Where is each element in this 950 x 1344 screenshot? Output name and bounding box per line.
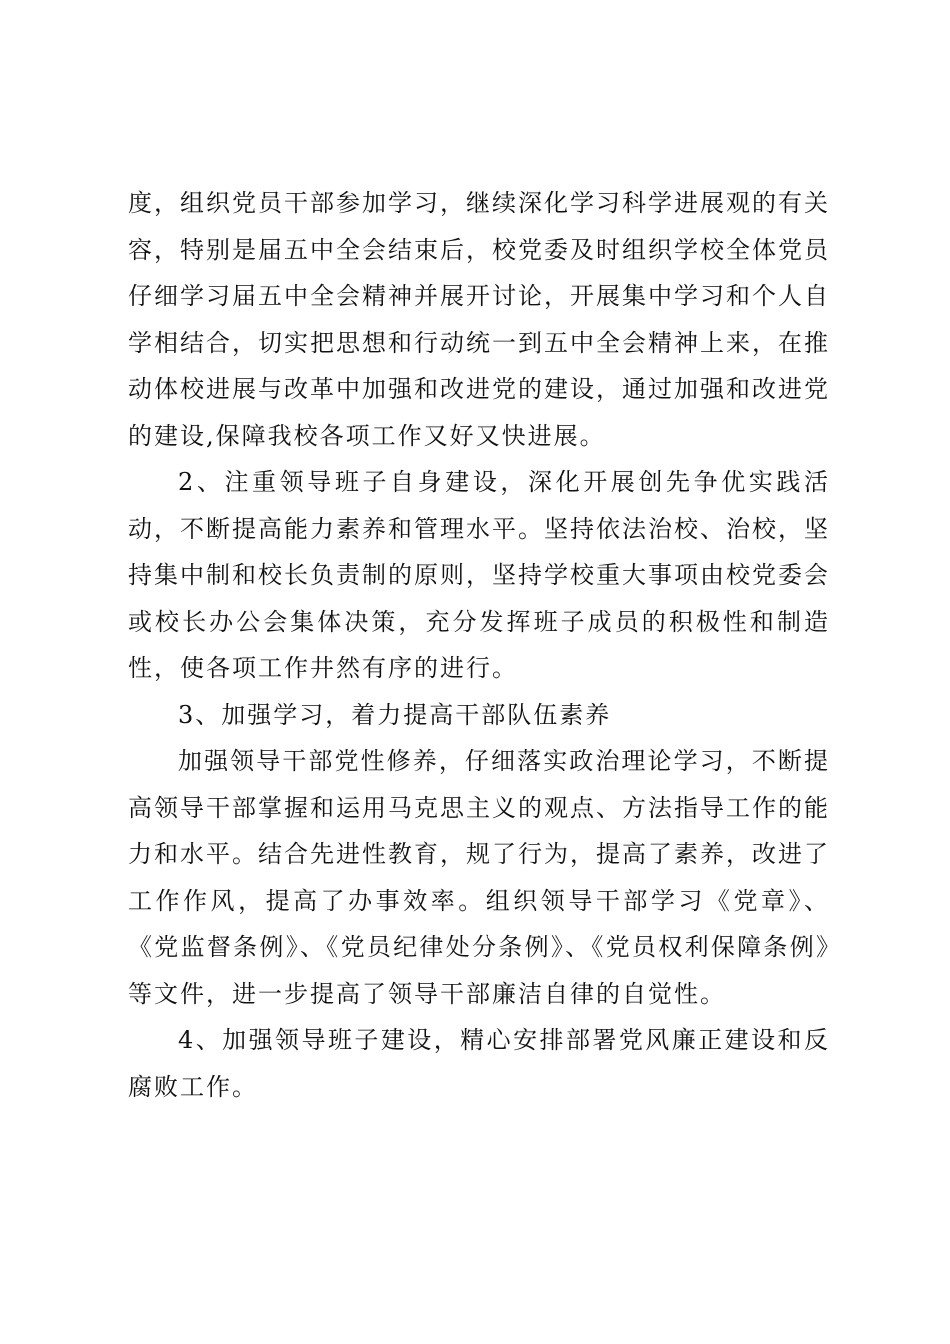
paragraph-4: 加强领导干部党性修养，仔细落实政治理论学习，不断提高领导干部掌握和运用马克思主义的观点、方法指导工作的能力和水平。结合先进性教育，规了行为，提高了素养，改进了工作作风，提高了办事效率。组织领导干部学习《党章》、《党监督条例》、《党员纪律处分条例》、《党员权利保障条例》等文件，进一步提高了领导干部廉洁自律的自觉性。 [128, 747, 830, 1008]
paragraph-3-heading: 3、加强学习，着力提高干部队伍素养 [178, 700, 612, 729]
document-body [128, 180, 830, 1110]
paragraph-2: 2、注重领导班子自身建设，深化开展创先争优实践活动，不断提高能力素养和管理水平。坚持依法治校、治校，坚持集中制和校长负责制的原则，坚持学校重大事项由校党委会或校长办公会集体决策，充分发挥班子成员的积极性和制造性，使各项工作井然有序的进行。 [128, 468, 830, 682]
paragraph-5: 4、加强领导班子建设，精心安排部署党风廉正建设和反腐败工作。 [128, 1026, 830, 1101]
paragraph-1: 度，组织党员干部参加学习，继续深化学习科学进展观的有关容，特别是届五中全会结束后，校党委及时组织学校全体党员仔细学习届五中全会精神并展开讨论，开展集中学习和个人自学相结合，切实把思想和行动统一到五中全会精神上来，在推动体校进展与改革中加强和改进党的建设，通过加强和改进党的建设,保障我校各项工作又好又快进展。 [128, 189, 830, 450]
